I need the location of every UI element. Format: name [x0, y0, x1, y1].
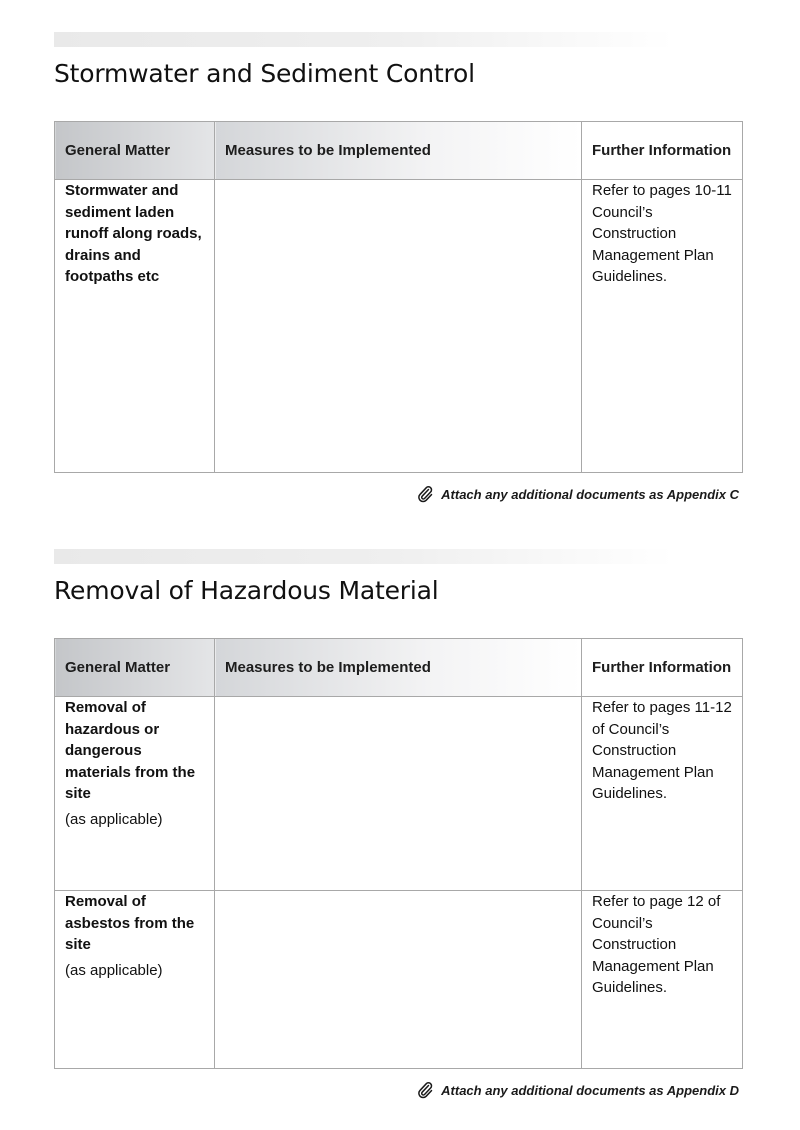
- general-matter-text: Removal of hazardous or dangerous materials from the site: [65, 699, 196, 803]
- paperclip-icon: [417, 485, 433, 503]
- measures-input-cell[interactable]: [215, 891, 582, 1069]
- section-divider-band: [54, 549, 674, 564]
- further-info-cell: Refer to pages 11-12 of Council’s Construction Management Plan Guidelines.: [582, 697, 743, 891]
- table-row: [55, 697, 743, 891]
- general-matter-cell: [55, 891, 215, 1069]
- general-matter-text: Removal of asbestos from the site: [65, 893, 195, 954]
- further-info-cell: Refer to page 12 of Council’s Construction Management Plan Guidelines.: [582, 891, 743, 1069]
- header-measures: Measures to be Implemented: [215, 122, 582, 180]
- attach-note-appendix-d: [417, 1081, 739, 1099]
- attach-note-text: Attach any additional documents as Appendix C: [441, 486, 739, 502]
- header-general-matter: General Matter: [55, 639, 215, 697]
- table-header-row: [55, 122, 743, 180]
- attach-note-text: Attach any additional documents as Appendix D: [441, 1082, 739, 1098]
- measures-input-cell[interactable]: [215, 180, 582, 473]
- further-info-cell: Refer to pages 10-11 Council’s Construction Management Plan Guidelines.: [582, 180, 743, 473]
- section-divider-band: [54, 32, 674, 47]
- applicability-note: (as applicable): [65, 961, 163, 979]
- hazardous-table: [54, 638, 743, 1069]
- measures-input-cell[interactable]: [215, 697, 582, 891]
- table-header-row: [55, 639, 743, 697]
- header-further-info: Further Information: [582, 122, 743, 180]
- header-measures: Measures to be Implemented: [215, 639, 582, 697]
- header-general-matter: General Matter: [55, 122, 215, 180]
- paperclip-icon: [417, 1081, 433, 1099]
- general-matter-cell: Stormwater and sediment laden runoff along roads, drains and footpaths etc: [55, 180, 215, 473]
- general-matter-cell: [55, 697, 215, 891]
- section-title-stormwater: Stormwater and Sediment Control: [54, 59, 475, 88]
- stormwater-table: [54, 121, 743, 473]
- attach-note-appendix-c: [417, 485, 739, 503]
- section-title-hazardous: Removal of Hazardous Material: [54, 576, 439, 605]
- applicability-note: (as applicable): [65, 810, 163, 828]
- table-row: [55, 891, 743, 1069]
- table-row: [55, 180, 743, 473]
- header-further-info: Further Information: [582, 639, 743, 697]
